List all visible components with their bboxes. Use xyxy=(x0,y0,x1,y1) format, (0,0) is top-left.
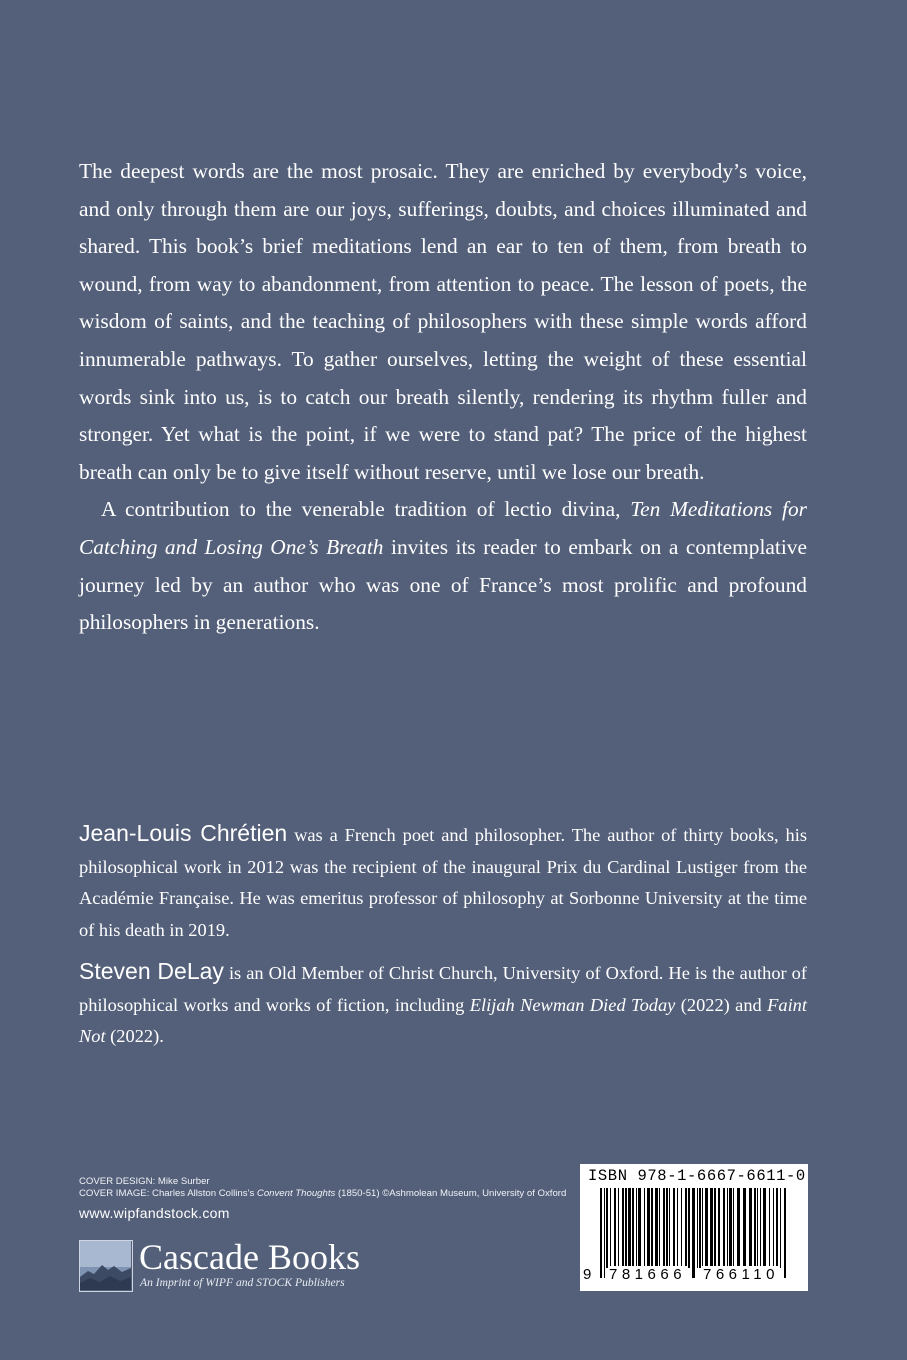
barcode-bar xyxy=(636,1188,637,1268)
barcode-bar xyxy=(705,1188,708,1268)
barcode-bar xyxy=(692,1188,695,1278)
cover-design-label: COVER DESIGN: xyxy=(79,1176,156,1187)
barcode-bar xyxy=(666,1188,668,1268)
author-bio-text: was a French poet and philosopher. The author of thirty books, his philosophical work in 2012 was the recipient of the inaugural Prix du Cardinal Lustiger from the Académie Française. He was emeritus professor of philosophy at Sorbonne University at the time of his death in 2019. xyxy=(79,825,808,940)
barcode-bar xyxy=(697,1188,698,1268)
mountain-logo-icon xyxy=(79,1240,133,1292)
cover-image-value-2: (1850-51) ©Ashmolean Museum, University of Oxford xyxy=(335,1188,567,1199)
barcode-bar xyxy=(723,1188,725,1268)
barcode-digits-left: 781666 xyxy=(609,1266,687,1283)
barcode-bar xyxy=(632,1188,634,1268)
translator-bio xyxy=(79,956,807,1053)
back-cover-blurb xyxy=(79,153,807,642)
cover-image-credit xyxy=(79,1188,566,1200)
translator-book-1: Elijah Newman Died Today xyxy=(469,994,676,1015)
barcode-bar xyxy=(737,1188,740,1268)
barcode-bar xyxy=(780,1188,781,1268)
barcode-bar xyxy=(702,1188,703,1268)
barcode-digits-right: 766110 xyxy=(703,1266,779,1283)
barcode-bar xyxy=(669,1188,670,1268)
blurb-paragraph-1: The deepest words are the most prosaic. They are enriched by everybody’s voice, and only through them are our joys, sufferings, doubts, and choices illuminated and shared. This book’s brief meditations lend an ear to ten of them, from breath to wound, from way to abandonment, from attention to peace. The lesson of poets, the wisdom of saints, and the teaching of philosophers with these simple words afford innumerable pathways. To gather ourselves, letting the weight of these essential words sink into us, is to catch our breath silently, rendering its rhythm fuller and stronger. Yet what is the point, if we were to stand pat? The price of the highest breath can only be to give itself without reserve, until we lose our breath. xyxy=(79,159,807,484)
barcode-bar xyxy=(776,1188,778,1268)
barcode-bar xyxy=(760,1188,761,1268)
barcode-bar xyxy=(606,1188,608,1268)
barcode-bar xyxy=(733,1188,734,1268)
barcode-bar xyxy=(663,1188,665,1268)
barcode-bar xyxy=(673,1188,675,1268)
barcode-bar xyxy=(688,1188,690,1268)
painting-title: Convent Thoughts xyxy=(256,1188,336,1199)
barcode-bar xyxy=(638,1188,641,1268)
publisher-website[interactable]: www.wipfandstock.com xyxy=(79,1205,230,1221)
barcode-bar xyxy=(651,1188,653,1268)
isbn-barcode xyxy=(580,1164,808,1291)
cover-design-value: Mike Surber xyxy=(155,1176,210,1187)
barcode-bar xyxy=(727,1188,728,1268)
barcode-bar xyxy=(622,1188,624,1268)
barcode-bar xyxy=(773,1188,774,1268)
barcode-bar xyxy=(655,1188,658,1268)
blurb-p2-start: A contribution to the venerable tradition of lectio divina, xyxy=(101,497,631,522)
barcode-bar xyxy=(710,1188,713,1268)
barcode-bar xyxy=(600,1188,602,1278)
author-name: Jean-Louis Chrétien xyxy=(79,820,288,846)
barcode-bar xyxy=(699,1188,701,1268)
barcode-bar xyxy=(749,1188,752,1268)
barcode-bar xyxy=(647,1188,650,1268)
translator-bio-text-3: (2022). xyxy=(105,1026,164,1046)
barcode-bar xyxy=(677,1188,678,1268)
cover-image-value-1: Charles Allston Collins’s xyxy=(149,1188,257,1199)
publisher-name: Cascade Books xyxy=(139,1237,360,1277)
cover-image-label: COVER IMAGE: xyxy=(79,1188,150,1199)
translator-bio-text-2: (2022) and xyxy=(675,994,768,1015)
blurb-paragraph-2 xyxy=(79,491,807,641)
book-title: Ten Meditations for Catching and Losing One’s Breath xyxy=(79,497,807,559)
barcode-bar xyxy=(618,1188,619,1268)
barcode-bar xyxy=(685,1188,687,1268)
barcode-bar xyxy=(729,1188,732,1268)
contributor-bios xyxy=(79,818,807,1063)
blurb-p2-end: invites its reader to embark on a contemplative journey led by an author who was one of France’s most prolific and profound philosophers in generations. xyxy=(79,534,807,635)
translator-bio-text-1: is an Old Member of Christ Church, University of Oxford. He is the author of philosophical works and works of fiction, including xyxy=(79,963,807,1015)
barcode-bar xyxy=(628,1188,631,1268)
barcode-bar xyxy=(604,1188,605,1278)
barcode-bar xyxy=(644,1188,645,1268)
isbn-label: ISBN 978-1-6667-6611-0 xyxy=(588,1167,806,1185)
barcode-bar xyxy=(614,1188,616,1268)
barcode-bar xyxy=(610,1188,611,1268)
translator-name: Steven DeLay xyxy=(79,958,224,984)
barcode-bar xyxy=(681,1188,682,1268)
cover-design-credit xyxy=(79,1176,566,1188)
barcode-bar xyxy=(718,1188,720,1268)
barcode-bar xyxy=(754,1188,756,1268)
barcode-digit-first: 9 xyxy=(583,1266,592,1283)
cover-credits xyxy=(79,1176,566,1200)
barcode-bar xyxy=(625,1188,627,1268)
barcode-bar xyxy=(714,1188,716,1268)
barcode-bar xyxy=(769,1188,770,1268)
barcode-bar xyxy=(763,1188,766,1268)
barcode-bar xyxy=(784,1188,786,1278)
author-bio xyxy=(79,818,807,946)
barcode-bar xyxy=(743,1188,746,1268)
publisher-tagline: An Imprint of WIPF and STOCK Publishers xyxy=(140,1276,345,1289)
translator-book-2: Faint Not xyxy=(79,994,807,1046)
barcode-bar xyxy=(757,1188,758,1268)
barcode-bar xyxy=(659,1188,660,1268)
